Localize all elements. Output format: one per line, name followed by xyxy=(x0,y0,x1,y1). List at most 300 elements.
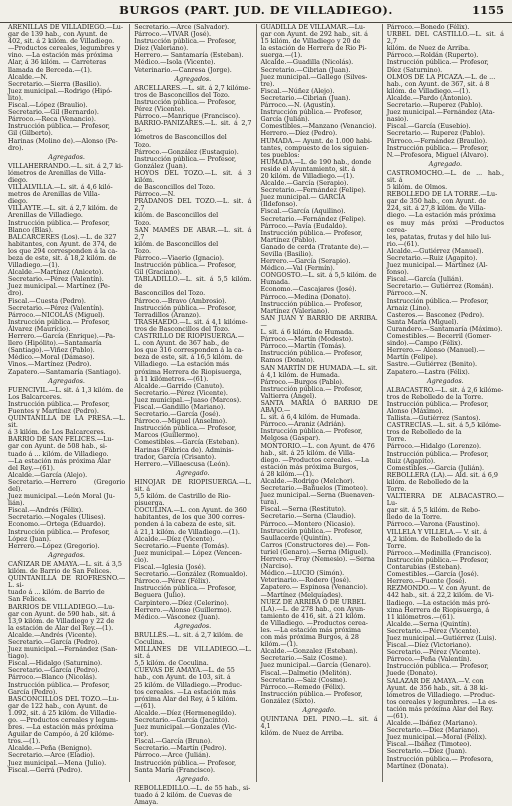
text-line: BARRIOS DE VILLADIEGO.—Lu- xyxy=(8,602,115,611)
text-line: tación más próxima Alar del Rey. xyxy=(386,704,494,713)
text-line: García (Pedro). xyxy=(8,687,58,696)
text-line: 5,5 kilóm. de Coculina. xyxy=(134,659,209,668)
text-line: Agregados. xyxy=(48,550,85,559)
text-line: kilóm. de Nuez de Arriba. xyxy=(260,729,344,738)
text-line: llero (Hipólito).—Santamaría xyxy=(8,339,102,348)
text-line: 442 hab., sit. á 22,2 kilóm. de Vi- xyxy=(386,591,494,600)
text-line: Párroco.—Bonedo (Félix). xyxy=(386,23,470,31)
text-line: Juez municipal.—Gutiérrez (Luis). xyxy=(386,633,497,642)
text-line: Los Balcarceres. xyxy=(8,392,62,401)
text-line: kilóm. de Nuez de Arriba. xyxy=(386,44,471,53)
text-line: Instrucción pública.— Profesor, xyxy=(386,662,489,671)
text-line: kilóm. de Basconcillos del xyxy=(134,211,219,220)
text-line: Herrero.—Fuente (José). xyxy=(386,577,467,586)
column-3 xyxy=(257,24,383,782)
text-line: Instrucción pública.— Profesor, xyxy=(8,680,110,689)
text-line: kilóm. de Barrio de San Felices. xyxy=(8,567,112,576)
text-line: Juez municipal.—Gonzales (Vic- xyxy=(134,723,237,732)
text-line: (Santiago).—Viñez (Pablo). xyxy=(8,346,95,355)
text-line: Párroco.—Medinilla (Francisco). xyxy=(386,548,492,557)
text-line: cio). xyxy=(134,555,149,564)
text-line: gar de 122 hab., con Ayunt. de xyxy=(8,701,108,710)
text-line: Párroco.—N. xyxy=(386,289,428,298)
text-line: Párroco.—Martín (Modesto). xyxy=(260,335,354,344)
text-line: Instrucción pública.— Profesor, xyxy=(134,758,237,767)
text-line: Párroco.—VIVAR (José). xyxy=(134,30,212,39)
text-line: Agregado. xyxy=(176,774,210,783)
text-line: Instrucción pública.— Profesor, xyxy=(386,143,489,152)
text-line: Instrucción pública.— Profesor, xyxy=(134,261,237,270)
text-line: BARRIO DE SAN FELICES.—Lu- xyxy=(8,435,114,444)
text-line: Secretario.—Pérez (Vicente). xyxy=(386,626,481,635)
text-line: Párroco.—N. (Agustín). xyxy=(260,101,336,110)
text-line: Párroco.—Manrique (Francisco). xyxy=(134,112,241,121)
text-line: dro). xyxy=(8,143,24,152)
text-line: habitantes, con Ayunt. de 374, de xyxy=(8,239,117,248)
text-line: Médico.—Isola (Vicente). xyxy=(134,58,216,67)
text-line: Instrucción pública.— Profesor, xyxy=(134,97,237,106)
text-line: Vinos.—Martínez (Pedro). xyxy=(8,360,92,369)
text-line: ponden á la cabeza de este, sit. xyxy=(134,520,236,529)
text-line: Coculina. xyxy=(134,637,165,646)
text-line: Álvarez (Maurício). xyxy=(8,324,71,333)
text-line: tantes, compuesto de los siguien- xyxy=(260,143,369,152)
text-line: diego. xyxy=(8,197,28,206)
text-line: Comestibles.— Becerril (Gomer- xyxy=(386,332,492,341)
text-line: Secretario.—Pérez (Vicente). xyxy=(386,648,481,657)
text-line: Gil (Gilberto). xyxy=(8,129,53,138)
text-line: Villadiego. —La estación más xyxy=(134,360,230,369)
text-line: Párroco.—Pérez (Félix). xyxy=(134,577,211,586)
text-line: tor). xyxy=(134,730,149,739)
text-line: Fiscal.—García (Eusebio). xyxy=(386,122,471,131)
text-line: VILLELA Y VILLELA.— V. sit. á xyxy=(386,527,488,536)
text-line: Secretario.—Pérez (Valentín). xyxy=(8,275,104,284)
text-line: reside el Ayuntamiento, sit. á xyxy=(260,164,356,173)
text-line: á 3 kilóm. de Los Balcarceres. xyxy=(8,428,106,437)
text-line: Alcalde.—Andrés (Vicente). xyxy=(8,630,97,639)
text-line: Terradillos (Aranzo). xyxy=(134,310,201,319)
text-line: lledo de la Torre. xyxy=(386,513,442,522)
text-line: gar con Ayunt. de 292 hab., sit. á xyxy=(260,30,368,39)
text-line: Villadiego.—(1). xyxy=(8,261,60,270)
text-line: Fiscal.—López (Braulio). xyxy=(8,101,88,110)
text-line: Médico.—Moral (Dámaso). xyxy=(8,353,95,362)
text-line: Herrero.—López (Gregorio). xyxy=(8,541,100,550)
text-line: Párroco.—Montero (Nicasio). xyxy=(260,519,356,528)
text-line: les, patatas, frutas y del hilo lui- xyxy=(386,232,492,241)
text-line: 5,5 kilóm. de Castrillo de Rio- xyxy=(134,492,231,501)
text-line: FUENCIVIL.—L. sit. á 1,3 kilóm. de xyxy=(8,385,124,394)
text-line: Juez municipal.—Moral (Félix). xyxy=(386,733,487,742)
text-line: Tozo. xyxy=(134,140,151,149)
text-line: Harinas (Molino de).—Alonso (Pe- xyxy=(8,136,118,145)
text-line: Herrero.—García (Enrique).—Pa- xyxy=(8,332,116,341)
text-line: tre). xyxy=(260,79,275,88)
text-line: BARRIO-PANIZARES.—L. sit. á 2,7 ki- xyxy=(134,119,252,135)
text-line: Veterinario.—Rodero (José). xyxy=(260,576,351,585)
text-line: tura). xyxy=(260,498,279,507)
text-line: Instrucción pública.— Profesor, xyxy=(134,37,237,46)
text-line: Fiscal.—Serna (Restituto). xyxy=(260,505,346,514)
text-line: Instrucción pública.— Profesor, xyxy=(260,689,363,698)
text-line: 4,2 kilóm. de Rebolledo de la xyxy=(386,534,481,543)
text-line: tros de Basconcillos del Tozo. xyxy=(134,90,230,99)
text-line: beza de este, sit. á 18,2 kilóm. de xyxy=(8,254,117,262)
text-line: Instrucción pública.— Profesor, xyxy=(386,399,489,408)
text-line: CASTRECÍAS.—L. sit. á 5,5 kilóme- xyxy=(386,421,502,430)
text-line: PRÁDANOS DEL TOZO.—L. sit. á 2,7 xyxy=(134,197,252,213)
text-line: SAN JUAN Y BARRIO DE ARRIBA.— xyxy=(260,313,378,329)
text-line: (Narciso). xyxy=(260,562,293,571)
text-line: Arenillas de Villadiego. xyxy=(8,211,83,220)
text-line: Secretario.—Ruperez (Pablo). xyxy=(386,101,483,110)
text-line: tros de Basconcillos del Tozo. xyxy=(134,324,230,333)
text-line: Ayunt. de 356 hab., sit. á 38 ki- xyxy=(386,683,488,692)
text-line: Martín (Felipe). xyxy=(386,353,438,362)
text-line: ALBACASTRO.—L. sit. á 2,6 kilóme- xyxy=(386,385,504,394)
text-line: Instrucción pública.— Profesor, xyxy=(8,317,110,326)
text-line: CONGOSTO.—L. sit. á 5,5 kilóm. de xyxy=(260,271,377,280)
text-line: Secretario.—Saiz (Cosme). xyxy=(260,675,348,684)
text-line: Fiscal.—Andrés (Félix). xyxy=(8,506,84,515)
page-header xyxy=(0,0,512,23)
text-line: Agregados. xyxy=(174,621,212,630)
text-line: Fiscal.—Núñez (Alejo). xyxy=(260,86,335,95)
text-line: Juez municipal.—Juaso (Marcos). xyxy=(134,395,242,404)
text-line: Instrucción pública.— Profesor, xyxy=(8,399,110,408)
text-line: tos cereales. —La estación más xyxy=(134,687,236,696)
text-line: Párroco.—Martín (Tomás). xyxy=(260,342,346,351)
text-line: Párroco.—Fernández (Braulio). xyxy=(386,136,488,145)
text-line: gar de 350 hab., con Ayunt. de xyxy=(386,197,487,206)
text-line: tuado á ... kilóm. de Barrio de xyxy=(8,588,105,597)
text-line: Díez (Valeriano). xyxy=(134,44,189,53)
text-line: Párroco.—González (Eustaquio). xyxy=(134,147,239,156)
text-line: gar con Ayunt. de 508 hab., si- xyxy=(8,442,108,451)
text-line: Juez municipal.— Martínez (Pe- xyxy=(8,282,110,291)
text-line: Juez municipal.—Serna (Buenaven- xyxy=(260,491,375,500)
text-line: CASTROMOCHO.—L. de ... hab., sit. á xyxy=(386,168,504,184)
text-line: vino. —La estación más próxima xyxy=(8,51,113,60)
text-line: Fiscal.—Ibáñez (Timoteo). xyxy=(386,740,472,749)
text-line: con más próxima Burgos, á 28 xyxy=(260,633,359,642)
text-line: HUMADA.— Ayunt. de 1.000 habi- xyxy=(260,136,373,145)
text-line: Carpintero.—Díez (Celerino). xyxy=(134,598,229,607)
text-line: Párroco.—Reca (Venancio). xyxy=(8,115,96,124)
text-line: Alcalde.—Gutiérrez (Manuel). xyxy=(386,246,484,255)
text-line: Agregados. xyxy=(48,376,85,385)
text-line: tos cereales y legumbres. —La es- xyxy=(386,697,498,706)
text-line: lómetros de Basconcillos del xyxy=(134,133,227,142)
text-line: kilóm. de Basconcillos del xyxy=(134,239,219,248)
text-line: REZMONDO.— V. con Ayunt. de xyxy=(386,584,491,593)
text-line: Alcalde.—Rodrigo (Melchor). xyxy=(260,477,355,485)
text-line: L. con Ayunt. de 367 hab., de xyxy=(134,339,230,348)
text-line: Secretario.—Arce (Eladio). xyxy=(8,751,95,760)
text-line: Herrero.—Díez (Pedro). xyxy=(260,129,338,138)
text-line: Secretario.—García (José). xyxy=(134,410,221,419)
text-line: Secretario.—Sierra (Basilio). xyxy=(8,79,102,88)
text-line: Párroco.—Roldán (Ruperto). xyxy=(386,51,479,60)
text-line: Alar, á 36 kilóm. — Carreteras xyxy=(8,58,107,67)
text-line: Herrero.—Alonso (Guillermo). xyxy=(134,605,232,614)
text-line: García (Julián). xyxy=(260,115,310,124)
text-line: gar con Ayunt. de 590 hab., sit. á xyxy=(8,609,116,618)
text-line: 5 kilóm. de Olmos. xyxy=(386,183,448,192)
text-line: QUINTANA DEL PINO.—L. sit. á 4,1 xyxy=(260,715,378,731)
text-columns xyxy=(4,23,508,806)
page-number: 1155 xyxy=(471,3,504,17)
text-line: CUEVAS DE AMAYA.—L. de 55 xyxy=(134,666,235,675)
text-line: VILLAYTE.—L. sit. á 2,7 kilóm. de xyxy=(8,204,118,213)
text-line: 25 kilóm. de Villadiego.—Produc- xyxy=(134,680,243,689)
text-line: Alcalde.—Gonzalez (Esteban). xyxy=(260,647,358,656)
text-line: Fiscal.—Hidalgo (Saturnino). xyxy=(8,659,103,668)
text-line: Alcalde.—Guadilla (Nicolás). xyxy=(260,58,354,67)
text-line: Juez municipal.—Fernández (San- xyxy=(8,645,118,654)
text-line: Párroco.—Miguel (Anselmo). xyxy=(134,417,228,426)
text-line: Amaya. xyxy=(134,798,159,806)
text-line: Agregado. xyxy=(176,468,210,477)
text-line: estación más próxima Burgos, xyxy=(260,462,359,471)
text-line: tuado á ... kilóm. de Villadiego. xyxy=(8,449,109,458)
text-line: gar de 139 hab., con Ayunt. de xyxy=(8,30,108,39)
text-line: próxima Alar del Rey, á 5 kilóm. xyxy=(134,694,238,703)
text-line: Párroco.—Pavía (Eudaldo). xyxy=(260,221,348,230)
text-line: Sevilla (Basilio). xyxy=(260,250,314,258)
text-line: Santa María (Francisco). xyxy=(134,765,216,774)
text-line: 15 kilóm. de Villadiego y 20 de xyxy=(260,37,361,46)
text-line: Secretario.—Martín (Pedro). xyxy=(134,744,227,753)
text-line: Zapatero.— Espinosa (Venancio). xyxy=(260,583,368,592)
text-line: Instrucción pública.— Profesor, xyxy=(134,303,237,312)
text-line: Instrucción pública.— Profesor, xyxy=(260,427,363,436)
text-line: Marcos (Guillermo). xyxy=(134,431,200,440)
text-line: Torre. xyxy=(386,485,407,493)
text-line: Juez municipal.—León Moral (Ju- xyxy=(8,492,115,501)
text-line: Tallista.—Gutiérrez (Santos). xyxy=(386,414,481,423)
text-line: Instrucción pública.— Profesor, xyxy=(260,384,363,393)
text-line: los que 316 corresponden á la ca- xyxy=(134,346,244,355)
text-line: Secretario.—Díez (Mariano). xyxy=(386,726,480,735)
text-line: Instrucción pública.— Profesor, xyxy=(134,424,237,433)
text-line: Secretario.—Fernández (Felipe). xyxy=(260,186,366,195)
text-line: Blanco (Blas). xyxy=(8,225,53,234)
text-line: Secretario.—Cibrian (Juan). xyxy=(260,65,351,74)
text-line: Alcalde.—Ibáñez (Mariano). xyxy=(386,719,478,728)
text-line: tiago). xyxy=(8,652,29,661)
text-line: Juez municipal.—García (Genaro). xyxy=(260,661,371,670)
text-line: Veterinario.—Canresa (Jorge). xyxy=(134,65,232,74)
text-line: del Rey.—(61). xyxy=(8,463,55,472)
text-line: Ganado de cerda (Tratante de).— xyxy=(260,242,369,251)
text-line: Párroco.—Varona (Faustino). xyxy=(386,520,480,529)
text-line: Instrucción pública.— Profesor, xyxy=(134,584,237,593)
text-line: Beguera (Julio). xyxy=(134,591,186,600)
text-line: Instrucción pública.— Profesor, xyxy=(260,299,363,308)
text-line: Agregados. xyxy=(427,376,464,385)
text-line: Secretario.—Pérez (Vicente). xyxy=(134,388,228,397)
text-line: 224, sit. á 27,8 kilóm. de Villa- xyxy=(386,204,486,213)
text-line: Comestibles.—García (Esteban). xyxy=(134,438,240,447)
text-line: tros de Rebolledo de la xyxy=(386,428,462,437)
text-line: Juez municipal.—Fernández (Ata- xyxy=(386,108,495,117)
text-line: Fiscal.—Gerrá (Pedro). xyxy=(8,765,83,774)
text-line: á 4,1 kilóm. de Humada. xyxy=(260,370,340,379)
text-line: 20 kilóm. de Villadiego.—(1). xyxy=(260,171,355,180)
text-line: Fiscal.—Díez (Victoriano). xyxy=(386,641,472,650)
text-line: es muy más próxi —Productos cerea- xyxy=(386,218,504,234)
page-title: BURGOS (PART. JUD. DE VILLADIEGO). xyxy=(119,3,393,17)
text-line: Herrero.— Alonso (Manuel).— xyxy=(386,346,485,355)
text-line: hab., sit. á 25 kilóm. de Villa- xyxy=(260,448,356,457)
text-line: SANTA MARÍA Ó BARRIO DE ABAJO.— xyxy=(260,398,378,415)
text-line: González (Sixto). xyxy=(260,696,316,705)
text-line: Fiscal.—Dalmetio (Melitón). xyxy=(260,668,352,677)
text-line: VILLAHERRANDO.—L. sit. á 2,7 ki- xyxy=(8,161,124,170)
text-line: QUINTANILLA DE LA PRESA.—L. sit. xyxy=(8,414,126,430)
text-line: Secretario.—Pérez (Valentín). xyxy=(8,303,104,312)
text-line: (Ildefonso). xyxy=(260,200,298,209)
text-line: Párroco.—Arce (Julián). xyxy=(134,751,211,760)
text-line: HOYOS DEL TOZO.—L. sit. á 3 kilóm. xyxy=(134,168,252,184)
text-line: próxima Herrera de Riopisuerga, xyxy=(134,367,242,376)
text-line: Secretario.—Serna (Claudio). xyxy=(260,512,356,521)
text-line: Juez municipal.— Martínez (Al- xyxy=(386,261,488,270)
text-line: kilóm. de Villadiego.—(1). xyxy=(386,86,471,95)
text-line: —Martínez (Melquíades). xyxy=(260,590,343,599)
text-line: Alcalde.—Díez (Vicente). xyxy=(134,534,215,543)
text-line: kilóm.—(1). xyxy=(260,640,298,649)
text-line: ARENILLAS DE VILLADIEGO.—Lu- xyxy=(8,23,124,31)
text-line: 13,9 kilóm. de Villadiego y 22 de xyxy=(8,616,115,625)
text-line: López (Juan). xyxy=(8,534,51,543)
text-line: REBOLLEDILLO.—L. de 55 hab., si- xyxy=(134,783,251,792)
text-line: la estación de Herrera de Rio Pi- xyxy=(260,44,367,53)
text-line: lito). xyxy=(8,93,24,102)
text-line: —(61). xyxy=(386,712,409,720)
text-line: BRULLÉS.—L. sit. á 2,7 kilóm. de xyxy=(134,630,243,639)
text-line: HINOJAR DE RIOPISUERGA.—L. sit. á xyxy=(134,477,252,493)
text-line: Secretario.—Cibrian (Juan). xyxy=(260,93,351,102)
text-line: Instrucción pública.— Profesora, xyxy=(386,754,494,763)
text-line: Juede (Donato). xyxy=(386,669,438,678)
text-line: Economo.—Cascajares (José). xyxy=(260,285,357,294)
text-line: BASCONCILLOS DEL TOZO.—Lu- xyxy=(8,694,119,703)
text-line: Curandero.—Santamaría (Máximo). xyxy=(386,324,503,333)
text-line: Instrucción pública.— Profesor, xyxy=(260,108,363,117)
text-line: Médico.—Val (Fermín). xyxy=(260,264,335,273)
text-line: llamada de Berceda.—(1). xyxy=(8,65,92,74)
text-line: URBEL DEL CASTILLO.—L. sit. á 2,7 xyxy=(386,30,504,46)
text-line: Santa María (Miguel). xyxy=(386,317,459,326)
text-line: Martínez (Donata). xyxy=(386,761,449,770)
text-line: Secretario.—Herrero (Gregorio del). xyxy=(8,477,126,493)
text-line: Herrero.— Santamaría (Esteban). xyxy=(134,51,244,60)
text-line: Juez municipal.—Mena (Julio). xyxy=(8,758,107,767)
text-line: HUMADA.—L. de 190 hab., donde xyxy=(260,157,372,166)
text-line: Tozo. xyxy=(134,246,151,255)
text-line: Alcalde.—Garrido (Canuto). xyxy=(134,381,225,390)
text-line: Instrucción pública.— Profesor, xyxy=(386,555,489,564)
text-line: Saullacerde (Quintín). xyxy=(260,533,333,542)
text-line: los que 294 corresponden á la ca- xyxy=(8,246,118,255)
text-line: Secretario.—González (Romualdo). xyxy=(134,570,248,579)
text-line: Instrucción pública.— Profesor, xyxy=(260,228,363,237)
text-line: SALAZAR DE AMAYA.—V. con xyxy=(386,676,484,685)
text-line: Secretario.—Gil (Bernardo). xyxy=(8,108,99,117)
text-line: Zapatero.—Lastra (Félix). xyxy=(386,367,470,376)
text-line: Médico.—Vásconez (Juan). xyxy=(134,612,220,621)
text-line: Secretario.—García (Pedro). xyxy=(8,637,100,646)
text-line: tros.—(1). xyxy=(8,737,41,746)
text-line: de Basconcillos del Tozo. xyxy=(134,183,216,192)
text-line: Alcalde.—N. xyxy=(8,72,48,81)
text-line: tuado á 2 kilóm. de Cuevas de xyxy=(134,790,232,799)
text-line: CAÑIZAR DE AMAYA.—L. sit. á 3,5 xyxy=(8,559,122,568)
text-line: Párroco.—Medina (Donato). xyxy=(260,292,351,301)
text-line: Juez municipal.— GARCÍA xyxy=(260,193,346,202)
text-line: Secretario.—Nogales (Ulises). xyxy=(8,513,106,522)
text-line: de Villadiego. —Productos cerea- xyxy=(260,618,368,627)
text-line: Secretario.— Gutiérrez (Román). xyxy=(386,282,494,291)
text-line: turiel (Genaro).—Serna (Miguel). xyxy=(260,547,369,556)
text-line: REBOLLERA (LA).— Ald. sit. á 6,9 xyxy=(386,470,498,479)
text-line: Alcalde.—Díez (Hermenegildo). xyxy=(134,708,237,717)
text-line: Instrucción pública.— Profesor, xyxy=(8,527,110,536)
text-line: Secretario.—Bañuelos (Timoteo). xyxy=(260,484,368,493)
text-line: —Productos cereales, legumbres y xyxy=(8,44,121,53)
text-line: gar sit. á 5,5 kilóm. de Rebo- xyxy=(386,506,481,515)
text-line: Párroco.—Burgos (Pablo). xyxy=(260,377,344,386)
text-line: TABLADILLO.—L. sit. á 5,5 kilóm. de xyxy=(134,275,252,291)
text-line: Martínez (Pablo). xyxy=(260,235,317,244)
text-line: —(61). xyxy=(134,701,156,710)
text-line: Instrucción pública.— Profesor, xyxy=(386,58,489,67)
text-line: Juez municipal.— López (Vencen- xyxy=(134,548,242,557)
text-line: Secretario.—García (Jacinto). xyxy=(134,716,230,724)
text-line: 402, sit. á 2 kilóm. de Villadiego. xyxy=(8,37,115,46)
text-line: á 21,1 kilóm. de Villadiego.—(1). xyxy=(134,527,240,536)
text-line: Alcalde.—Serna (Quintín). xyxy=(386,619,472,628)
text-line: les. —La estación más próxima xyxy=(260,625,361,634)
text-line: diego. —Productos cereales. —La xyxy=(260,455,370,464)
text-line: Agregados. xyxy=(174,74,212,83)
text-line: —La estación más próxima Alar xyxy=(8,456,111,465)
text-line: San Felices. xyxy=(8,595,47,604)
text-line: Párroco.—Blanco (Nicolás). xyxy=(8,673,97,682)
text-line: Secretario.—Fuente (Tomás). xyxy=(134,541,230,550)
text-line: Comestibles.—García (José). xyxy=(386,570,479,579)
text-line: Comestibles.—Garcia (Julián). xyxy=(386,463,484,472)
text-line: nasio). xyxy=(386,115,409,124)
text-line: Secretario.—García (Pedro). xyxy=(8,666,100,675)
text-line: sindo).—Campo (Félix). xyxy=(386,339,463,348)
text-line: Párroco.—Bravo (Ambrosio). xyxy=(134,296,227,305)
text-line: Gil (Graciano). xyxy=(134,268,182,277)
text-line: (LA).—L. de 278 hab., con Ayun- xyxy=(260,604,366,613)
text-line: Basconcillos del Tozo. xyxy=(134,289,206,298)
text-line: Herrero.—Villaescusa (León). xyxy=(134,459,231,468)
text-line: MILLANES DE VILLADIEGO.—L. sit. á xyxy=(134,645,252,661)
column-2 xyxy=(130,23,256,806)
text-line: tros de Rebolledo de la Torre. xyxy=(386,392,484,401)
text-line: Agregado. xyxy=(302,706,336,714)
text-line: Párroco.—N. xyxy=(134,190,175,199)
text-line: Secretario.—Fernández (Felipe). xyxy=(260,214,366,223)
text-line: Agregados. xyxy=(48,152,85,161)
